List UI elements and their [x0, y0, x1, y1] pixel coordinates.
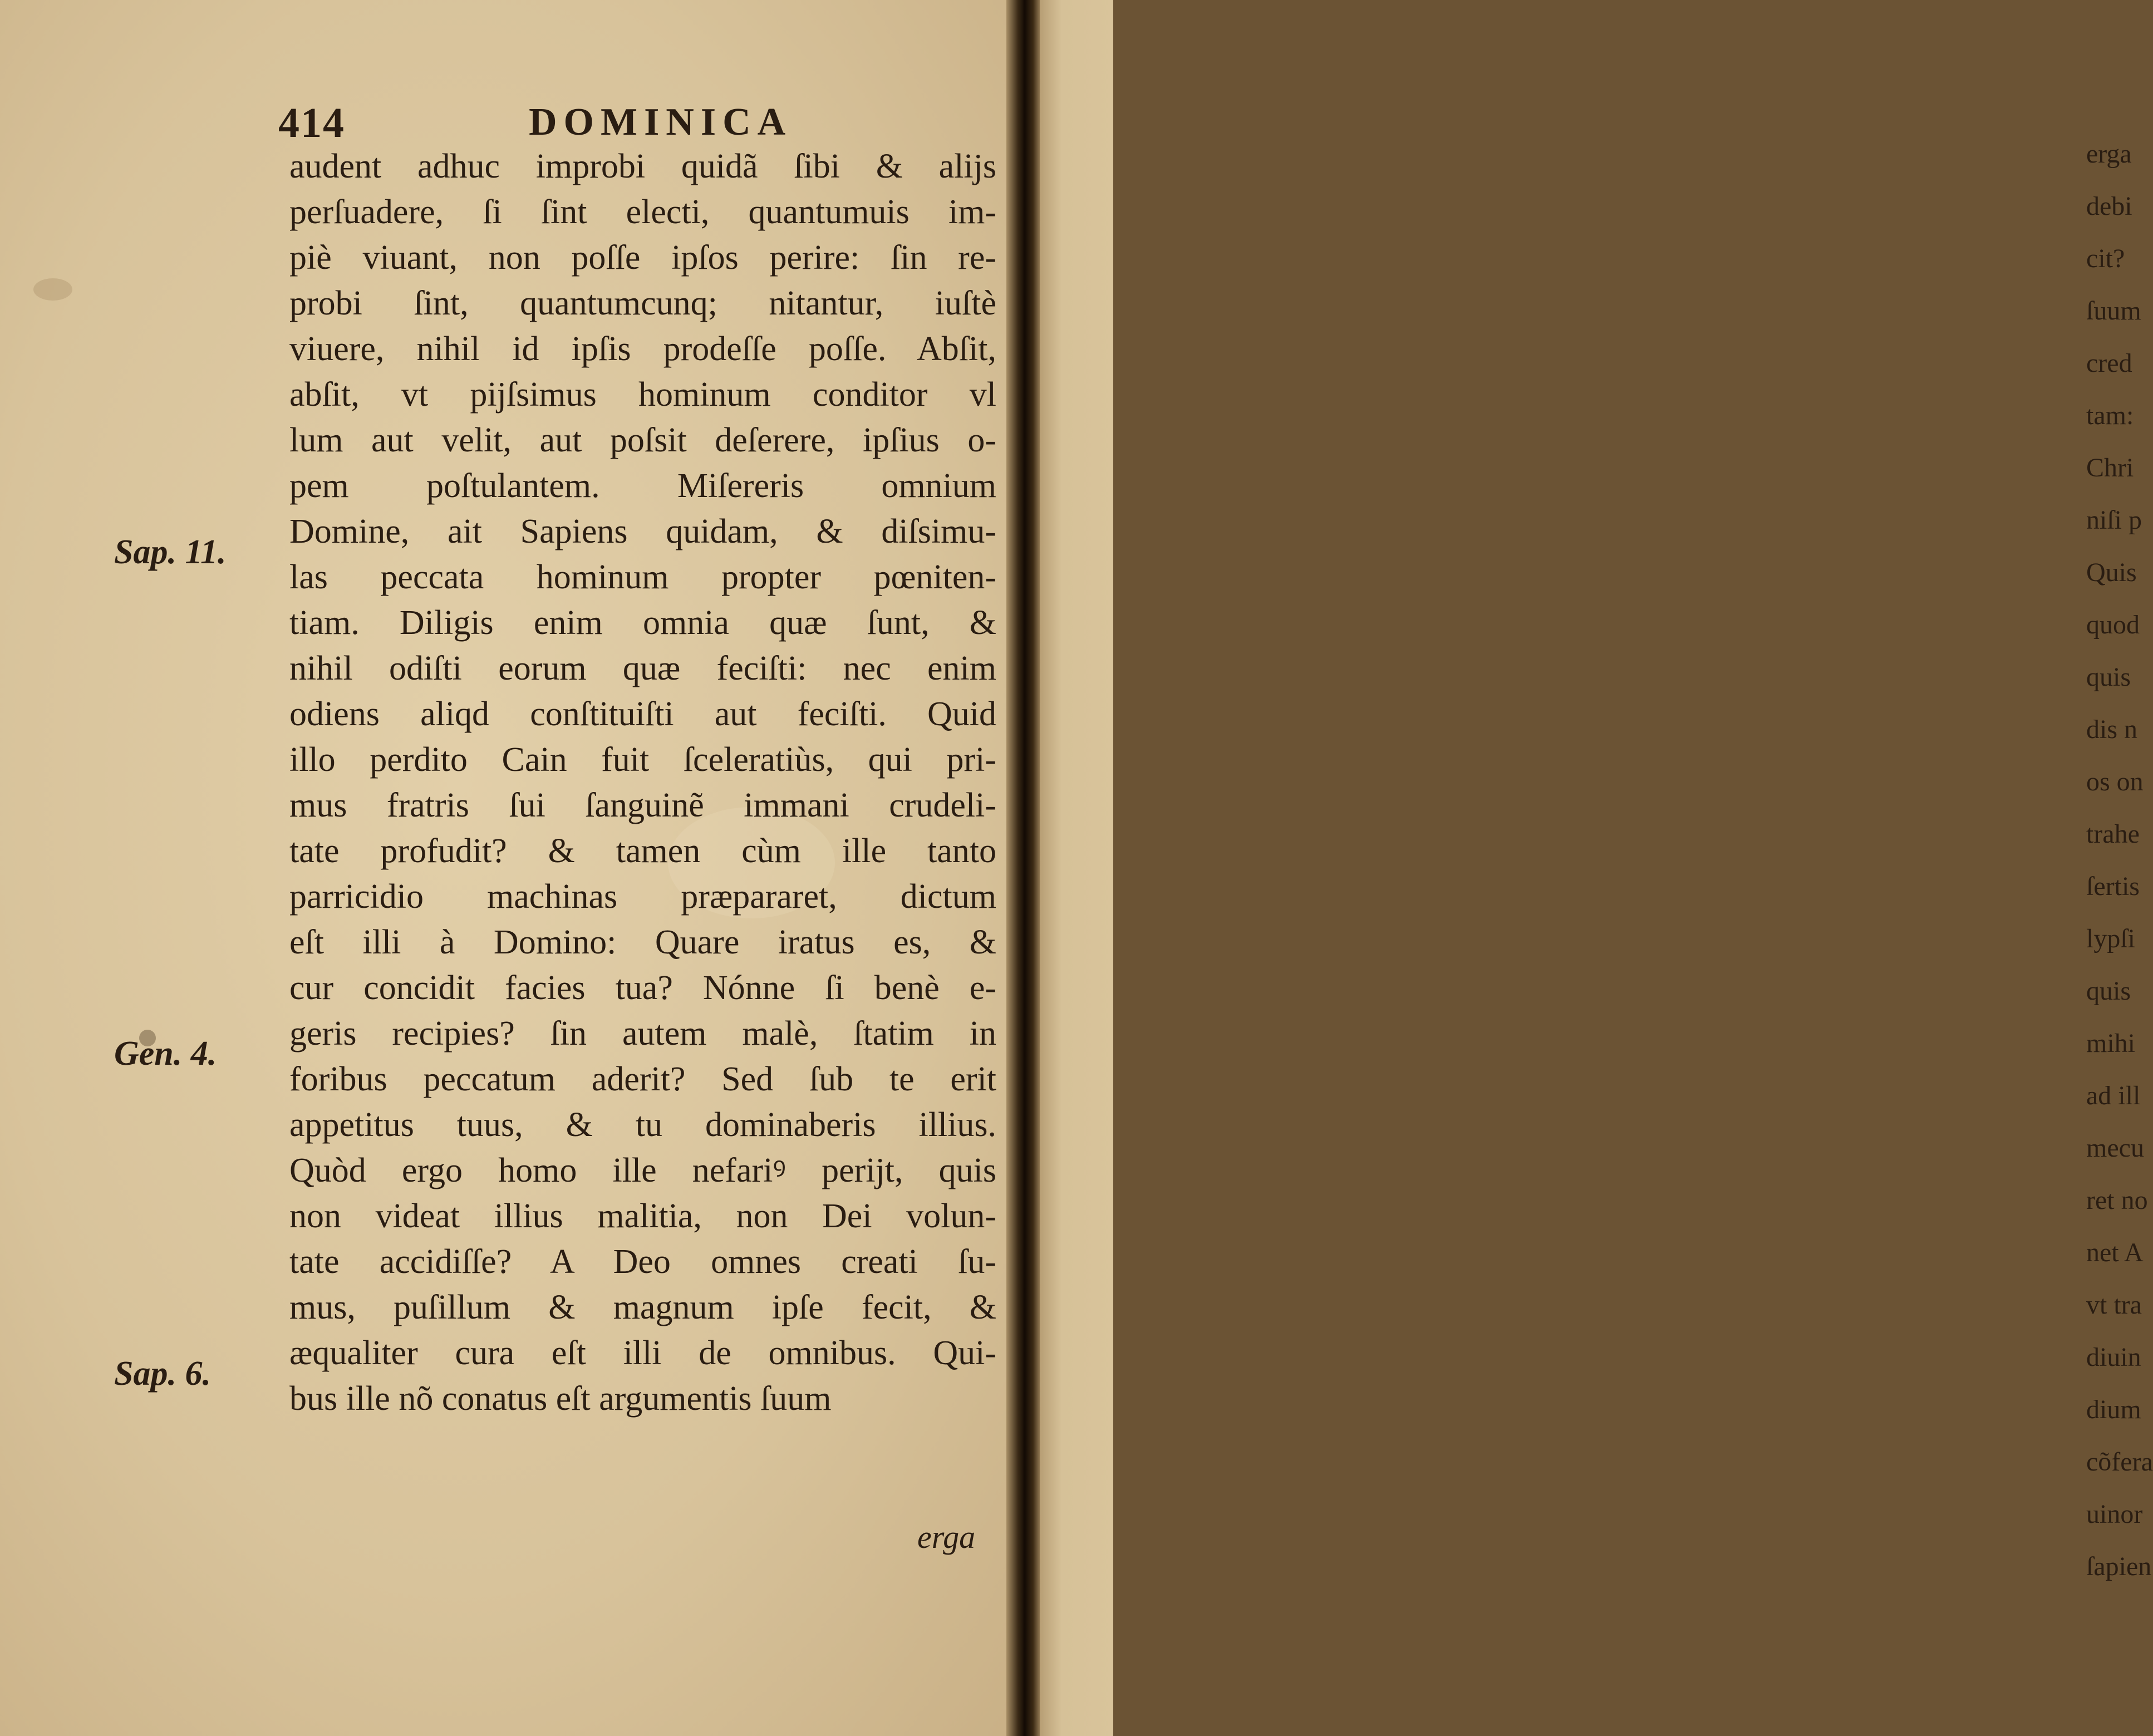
- body-line: geris recipies? ſin autem malè, ſtatim in: [289, 1015, 996, 1053]
- right-page-fragment: uinor: [2086, 1499, 2143, 1529]
- right-page-fragment: tam:: [2086, 401, 2134, 430]
- body-line: lum aut velit, aut poſsit deſerere, ipſius o-: [289, 421, 996, 459]
- body-line: appetitus tuus, & tu dominaberis illius.: [289, 1106, 996, 1144]
- body-line: odiens aliqd conſtituiſti aut feciſti. Quid: [289, 695, 996, 733]
- right-page-fragment: erga: [2086, 139, 2132, 169]
- right-page-fragment: ad ill: [2086, 1081, 2141, 1110]
- paper-stain: [33, 278, 72, 301]
- right-page-text: [2086, 128, 2153, 1593]
- right-page-fragment: quis: [2086, 662, 2131, 692]
- margin-note-sap-11: Sap. 11.: [114, 533, 227, 571]
- right-page-fragment: diuin: [2086, 1342, 2141, 1372]
- body-line: mus fratris ſui ſanguinẽ immani crudeli-: [289, 786, 996, 824]
- body-line: tate accidiſſe? A Deo omnes creati ſu-: [289, 1243, 996, 1281]
- right-page-fragment: debi: [2086, 191, 2132, 221]
- right-page-fragment: quod: [2086, 610, 2140, 640]
- right-page-fragment: ſuum: [2086, 296, 2141, 326]
- body-line: mus, puſillum & magnum ipſe fecit, &: [289, 1289, 996, 1326]
- margin-note-gen-4: Gen. 4.: [114, 1035, 217, 1073]
- body-line: audent adhuc improbi quidã ſibi & alijs: [289, 147, 996, 185]
- body-line: tiam. Diligis enim omnia quæ ſunt, &: [289, 604, 996, 642]
- right-page-fragment: cred: [2086, 348, 2132, 378]
- right-page-fragment: ret no: [2086, 1186, 2148, 1215]
- body-line: Quòd ergo homo ille nefariꝰ perijt, quis: [289, 1152, 996, 1189]
- right-page-fragment: ſertis: [2086, 872, 2140, 901]
- page-number: 414: [278, 100, 345, 146]
- body-line: æqualiter cura eſt illi de omnibus. Qui-: [289, 1334, 996, 1372]
- body-line: foribus peccatum aderit? Sed ſub te erit: [289, 1060, 996, 1098]
- right-page-fragment: os on: [2086, 767, 2144, 796]
- body-line: non videat illius malitia, non Dei volun-: [289, 1197, 996, 1235]
- right-page-fragment: mihi: [2086, 1029, 2136, 1058]
- right-page-fragment: ſapien: [2086, 1552, 2152, 1581]
- body-line: eſt illi à Domino: Quare iratus es, &: [289, 923, 996, 961]
- left-page: [0, 0, 1020, 1736]
- right-page-fragment: dis n: [2086, 715, 2138, 744]
- right-page-fragment: trahe: [2086, 819, 2140, 849]
- body-line: parricidio machinas præpararet, dictum: [289, 878, 996, 916]
- body-line: viuere, nihil id ipſis prodeſſe poſſe. Abſit,: [289, 330, 996, 368]
- right-page-fragment: net A: [2086, 1238, 2144, 1267]
- catchword: erga: [917, 1519, 976, 1555]
- book-gutter: [1006, 0, 1040, 1736]
- right-page-fragment: niſi p: [2086, 505, 2142, 535]
- right-page-fragment: cõfera: [2086, 1447, 2153, 1477]
- right-page-fragment: vt tra: [2086, 1290, 2142, 1320]
- right-page-fragment: lypſi: [2086, 924, 2136, 953]
- body-line: bus ille nõ conatus eſt argumentis ſuum: [289, 1380, 832, 1418]
- margin-note-sap-6: Sap. 6.: [114, 1355, 211, 1393]
- body-line: illo perdito Cain fuit ſceleratiùs, qui pri-: [289, 741, 996, 779]
- body-line: nihil odiſti eorum quæ feciſti: nec enim: [289, 650, 996, 687]
- body-line: Domine, ait Sapiens quidam, & diſsimu-: [289, 513, 996, 550]
- body-text-block: [289, 144, 996, 1422]
- right-page-fragment: mecu: [2086, 1133, 2144, 1163]
- right-page-fragment: Chri: [2086, 453, 2134, 483]
- right-page-fragment: cit?: [2086, 244, 2125, 273]
- body-line: pem poſtulantem. Miſereris omnium: [289, 467, 996, 505]
- body-line: piè viuant, non poſſe ipſos perire: ſin re-: [289, 239, 996, 277]
- right-page-edge: [1040, 0, 2153, 1736]
- right-page-fragment: dium: [2086, 1395, 2141, 1424]
- body-line: las peccata hominum propter pœniten-: [289, 558, 996, 596]
- body-line: tate profudit? & tamen cùm ille tanto: [289, 832, 996, 870]
- body-line: perſuadere, ſi ſint electi, quantumuis im-: [289, 193, 996, 231]
- body-line: cur concidit facies tua? Nónne ſi benè e-: [289, 969, 996, 1007]
- body-line: abſit, vt pijſsimus hominum conditor vl: [289, 376, 996, 414]
- body-line: probi ſint, quantumcunq; nitantur, iuſtè: [289, 284, 996, 322]
- right-page-fragment: Quis: [2086, 558, 2137, 587]
- running-head: DOMINICA: [529, 101, 793, 144]
- right-page-fragment: quis: [2086, 976, 2131, 1006]
